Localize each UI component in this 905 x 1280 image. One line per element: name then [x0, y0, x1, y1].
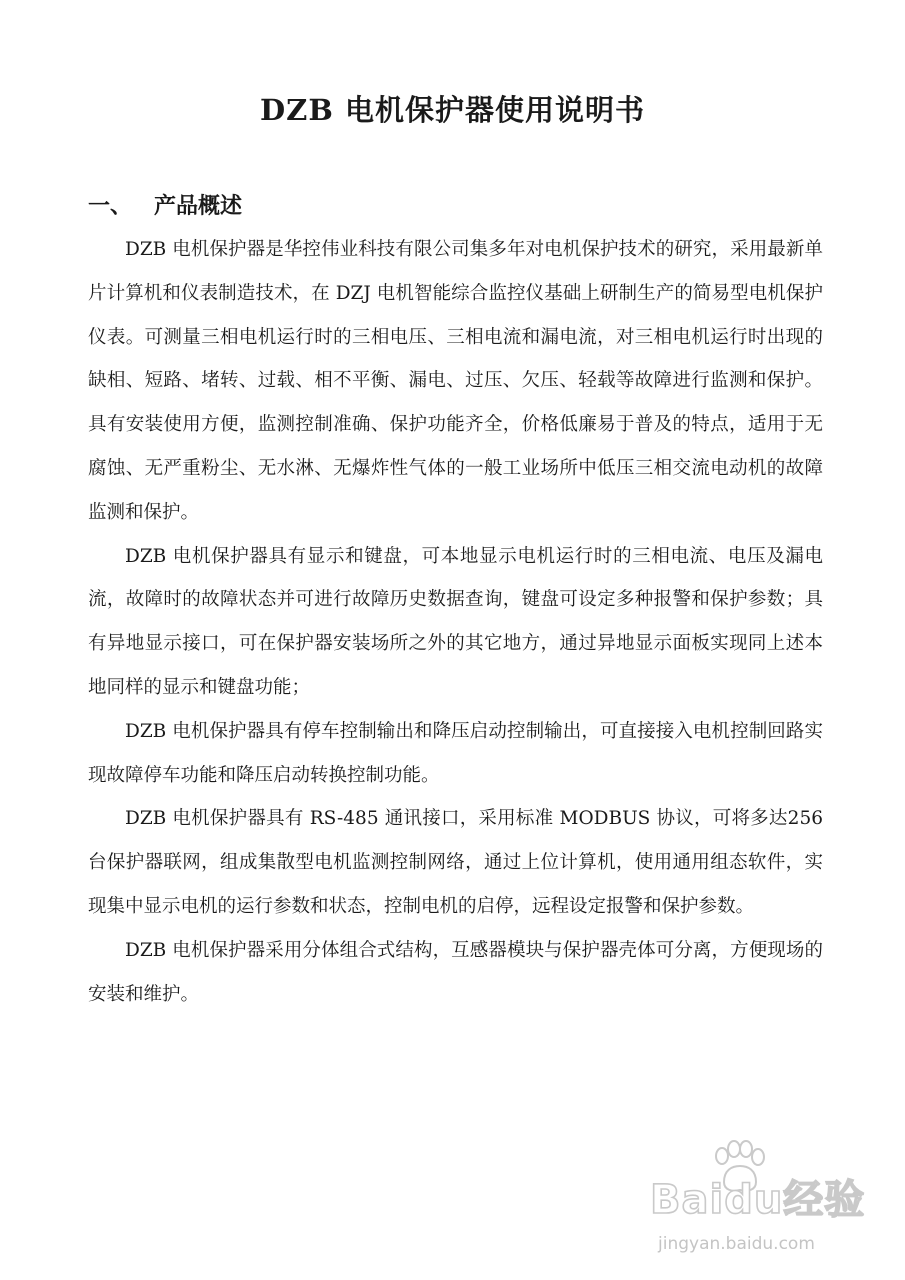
section-heading	[88, 186, 242, 226]
paragraph-display-keyboard: DZB 电机保护器具有显示和键盘，可本地显示电机运行时的三相电流、电压及漏电流，故障时的故障状态并可进行故障历史数据查询，键盘可设定多种报警和保护参数；具有异地显示接口，可在保护器安装场所之外的其它地方，通过异地显示面板实现同上述本地同样的显示和键盘功能；	[88, 545, 823, 698]
section-title: 产品概述	[154, 193, 243, 219]
paragraph-structure: DZB 电机保护器采用分体组合式结构，互感器模块与保护器壳体可分离，方便现场的安装和维护。	[88, 939, 823, 1005]
section-number: 一、	[88, 193, 133, 219]
paragraph-overview: DZB 电机保护器是华控伟业科技有限公司集多年对电机保护技术的研究，采用最新单片计算机和仪表制造技术，在 DZJ 电机智能综合监控仪基础上研制生产的简易型电机保护仪表。可测量三相电机运行时的三相电压、三相电流和漏电流，对三相电机运行时出现的缺相、短路、堵转、过载、相不平衡、漏电、过压、欠压、轻载等故障进行监测和保护。具有安装使用方便，监测控制准确、保护功能齐全，价格低廉易于普及的特点，适用于无腐蚀、无严重粉尘、无水淋、无爆炸性气体的一般工业场所中低压三相交流电动机的故障监测和保护。	[88, 239, 823, 523]
watermark-url: jingyan.baidu.com	[658, 1234, 815, 1254]
body-text	[88, 228, 823, 1016]
baidu-watermark	[638, 1140, 878, 1270]
paragraph-communication: DZB 电机保护器具有 RS-485 通讯接口，采用标准 MODBUS 协议，可将多达256 台保护器联网，组成集散型电机监测控制网络，通过上位计算机，使用通用组态软件，实现集中显示电机的运行参数和状态，控制电机的启停，远程设定报警和保护参数。	[88, 808, 823, 917]
watermark-brand: Baidu经验	[650, 1177, 866, 1223]
document-title: DZB 电机保护器使用说明书	[260, 93, 645, 127]
paragraph-control-output: DZB 电机保护器具有停车控制输出和降压启动控制输出，可直接接入电机控制回路实现故障停车功能和降压启动转换控制功能。	[88, 720, 823, 786]
